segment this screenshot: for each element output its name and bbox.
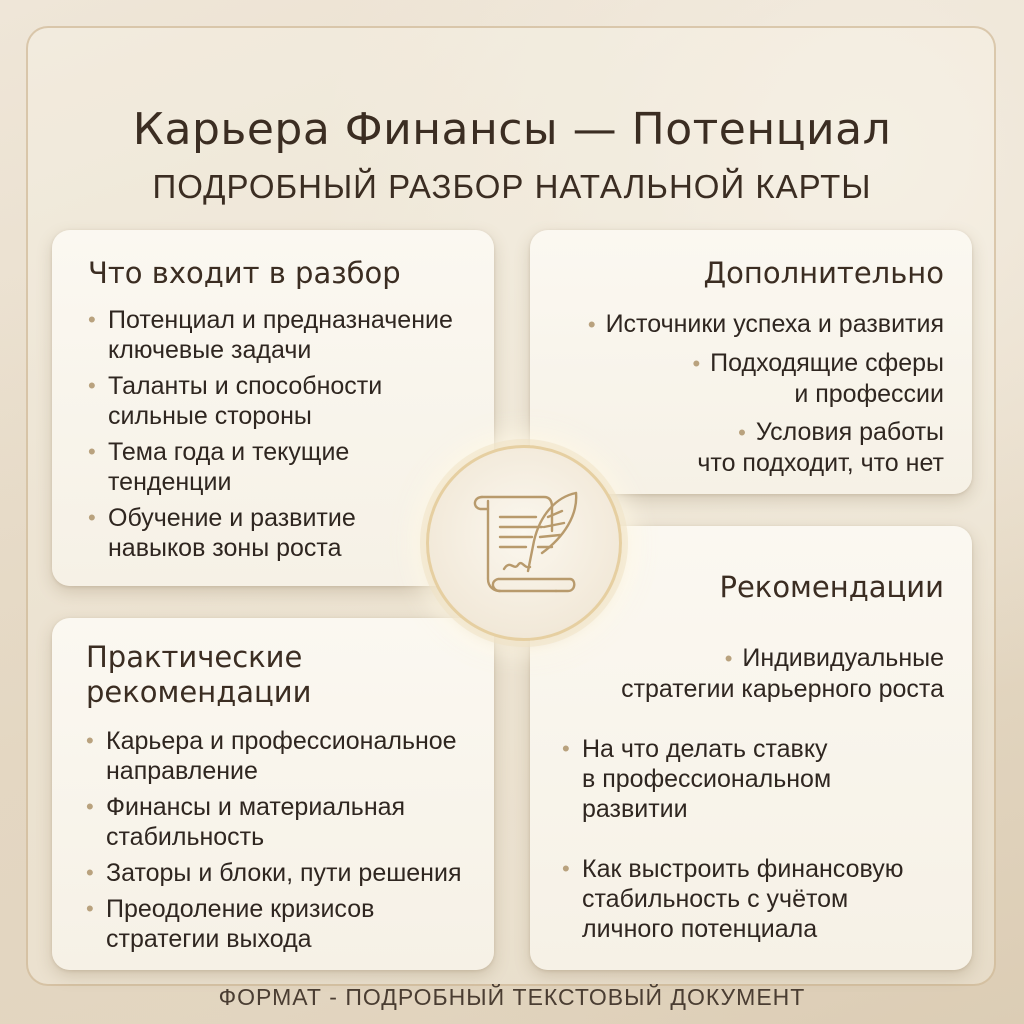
list-item <box>530 734 944 824</box>
bullet-icon: • <box>562 735 570 761</box>
item-line: и профессии <box>794 379 944 408</box>
bullet-icon: • <box>562 855 570 881</box>
item-line: Как выстроить финансовую <box>582 854 904 883</box>
bullet-icon: • <box>587 311 596 337</box>
item-line: тенденции <box>108 467 232 496</box>
bullet-icon: • <box>88 372 96 398</box>
list-item <box>530 348 944 409</box>
item-line: Источники успеха и развития <box>605 309 944 338</box>
bullet-icon: • <box>88 306 96 332</box>
item-line: навыков зоны роста <box>108 533 342 562</box>
list-item <box>88 371 494 431</box>
card-title-line: Практические <box>86 640 303 674</box>
item-line: Условия работы <box>755 417 944 446</box>
list-item <box>530 643 944 704</box>
list-item <box>88 305 494 365</box>
practical-list <box>86 726 494 954</box>
recommendations-list <box>530 643 944 944</box>
item-line: стратегии карьерного роста <box>621 674 944 703</box>
footer-format: ФОРМАТ - ПОДРОБНЫЙ ТЕКСТОВЫЙ ДОКУМЕНТ <box>218 984 806 1010</box>
item-line: Финансы и материальная <box>106 792 406 821</box>
bullet-icon: • <box>692 350 701 376</box>
card-title-line: рекомендации <box>86 674 312 709</box>
card-title: Рекомендации <box>719 570 944 604</box>
item-line: Преодоление кризисов <box>106 894 375 923</box>
item-line: Потенциал и предназначение <box>108 305 453 334</box>
card-practical <box>52 618 494 970</box>
item-line: личного потенциала <box>582 914 818 943</box>
item-line: Подходящие сферы <box>710 348 944 377</box>
list-item <box>530 417 944 478</box>
item-line: что подходит, что нет <box>697 448 944 477</box>
list-item <box>530 309 944 340</box>
list-item <box>86 894 494 954</box>
item-line: сильные стороны <box>108 401 312 430</box>
item-line: Обучение и развитие <box>108 503 356 532</box>
item-line: Таланты и способности <box>108 371 383 400</box>
additional-list <box>530 309 944 478</box>
item-line: Карьера и профессиональное <box>106 726 457 755</box>
card-title <box>86 640 386 710</box>
item-line: Индивидуальные <box>742 643 944 672</box>
card-title: Дополнительно <box>703 256 944 290</box>
bullet-icon: • <box>86 895 94 921</box>
center-medallion <box>426 445 622 641</box>
page-subtitle: ПОДРОБНЫЙ РАЗБОР НАТАЛЬНОЙ КАРТЫ <box>152 168 872 205</box>
item-line: Заторы и блоки, пути решения <box>106 858 462 887</box>
list-item <box>86 726 494 786</box>
bullet-icon: • <box>86 793 94 819</box>
card-additional <box>530 230 972 494</box>
scroll-quill-icon <box>452 471 596 615</box>
bullet-icon: • <box>88 438 96 464</box>
item-line: ключевые задачи <box>108 335 312 364</box>
item-line: развитии <box>582 794 688 823</box>
item-line: Тема года и текущие <box>108 437 350 466</box>
list-item <box>88 437 494 497</box>
page-title: Карьера Финансы — Потенциал <box>132 104 892 155</box>
list-item <box>86 792 494 852</box>
item-line: направление <box>106 756 258 785</box>
item-line: На что делать ставку <box>582 734 828 763</box>
card-title: Что входит в разбор <box>88 256 401 290</box>
bullet-icon: • <box>86 727 94 753</box>
item-line: стратегии выхода <box>106 924 312 953</box>
list-item <box>86 858 494 888</box>
item-line: стабильность <box>106 822 265 851</box>
bullet-icon: • <box>738 419 746 445</box>
bullet-icon: • <box>86 859 94 885</box>
list-item <box>530 854 944 944</box>
bullet-icon: • <box>724 645 733 671</box>
bullet-icon: • <box>88 504 96 530</box>
item-line: стабильность с учётом <box>582 884 849 913</box>
item-line: в профессиональном <box>582 764 832 793</box>
